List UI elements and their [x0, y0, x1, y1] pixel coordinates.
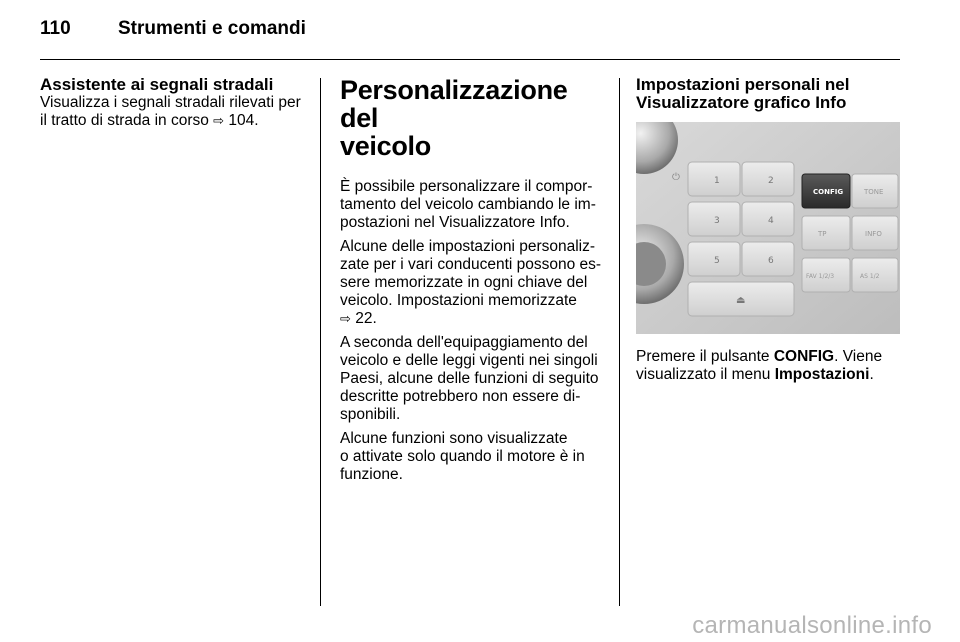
section-heading: Personalizzazione del veicolo [340, 75, 568, 161]
page-number: 110 [40, 18, 71, 39]
section-title: Strumenti e comandi [118, 18, 306, 39]
page-header [40, 18, 306, 40]
page-ref-arrow-icon: ⇨ [213, 113, 225, 128]
svg-text:TP: TP [818, 230, 827, 238]
svg-text:AS 1/2: AS 1/2 [860, 273, 880, 280]
column-2 [340, 76, 608, 490]
paragraph-3: A seconda dell'equipaggiamento del veicolo e delle leggi vigenti nei singoli Paesi, alcune delle funzioni di seguito descritte potrebbero non essere di- sponibili. [340, 334, 599, 423]
column-divider-2 [619, 78, 620, 606]
eject-icon: ⏏ [736, 295, 746, 306]
svg-text:FAV 1/2/3: FAV 1/2/3 [806, 273, 835, 280]
svg-text:INFO: INFO [865, 230, 882, 238]
header-rule [40, 59, 900, 60]
svg-text:6: 6 [768, 256, 774, 266]
watermark: carmanualsonline.info [692, 612, 932, 639]
column-divider-1 [320, 78, 321, 606]
text-line: Visualizza i segnali stradali rilevati per [40, 94, 301, 111]
heading-traffic-sign-assistant: Assistente ai segnali stradali [40, 75, 274, 94]
column-1 [40, 76, 310, 130]
svg-text:CONFIG: CONFIG [813, 188, 844, 196]
page-ref-arrow-icon: ⇨ [340, 311, 351, 326]
svg-text:3: 3 [714, 216, 720, 226]
column-3 [636, 76, 904, 384]
svg-text:5: 5 [714, 256, 720, 266]
power-icon: ⏻ [672, 172, 680, 183]
page-ref: 104. [228, 112, 259, 129]
svg-text:1: 1 [714, 176, 720, 186]
control-panel-photo [636, 122, 900, 334]
paragraph-1: È possibile personalizzare il compor- tamento del veicolo cambiando le im- postazioni nel Visualizzatore Info. [340, 178, 596, 231]
page-ref: 22. [355, 310, 377, 327]
svg-text:2: 2 [768, 176, 774, 186]
paragraph-4: Alcune funzioni sono visualizzate o attivate solo quando il motore è in funzione. [340, 430, 585, 483]
settings-menu-label: Impostazioni [774, 366, 870, 383]
svg-text:TONE: TONE [864, 188, 884, 196]
instruction-text: Premere il pulsante CONFIG. Viene visualizzato il menu Impostazioni. [636, 348, 883, 383]
subsection-heading: Impostazioni personali nel Visualizzatore grafico Info [636, 75, 850, 112]
svg-text:4: 4 [768, 216, 774, 226]
text-line: il tratto di strada in corso ⇨ 104. [40, 112, 259, 129]
config-label: CONFIG [773, 348, 835, 365]
paragraph-2: Alcune delle impostazioni personaliz- zate per i vari conducenti possono es- sere memorizzate in ogni chiave del veicolo. Impostazioni memorizzate ⇨ 22. [340, 238, 602, 327]
